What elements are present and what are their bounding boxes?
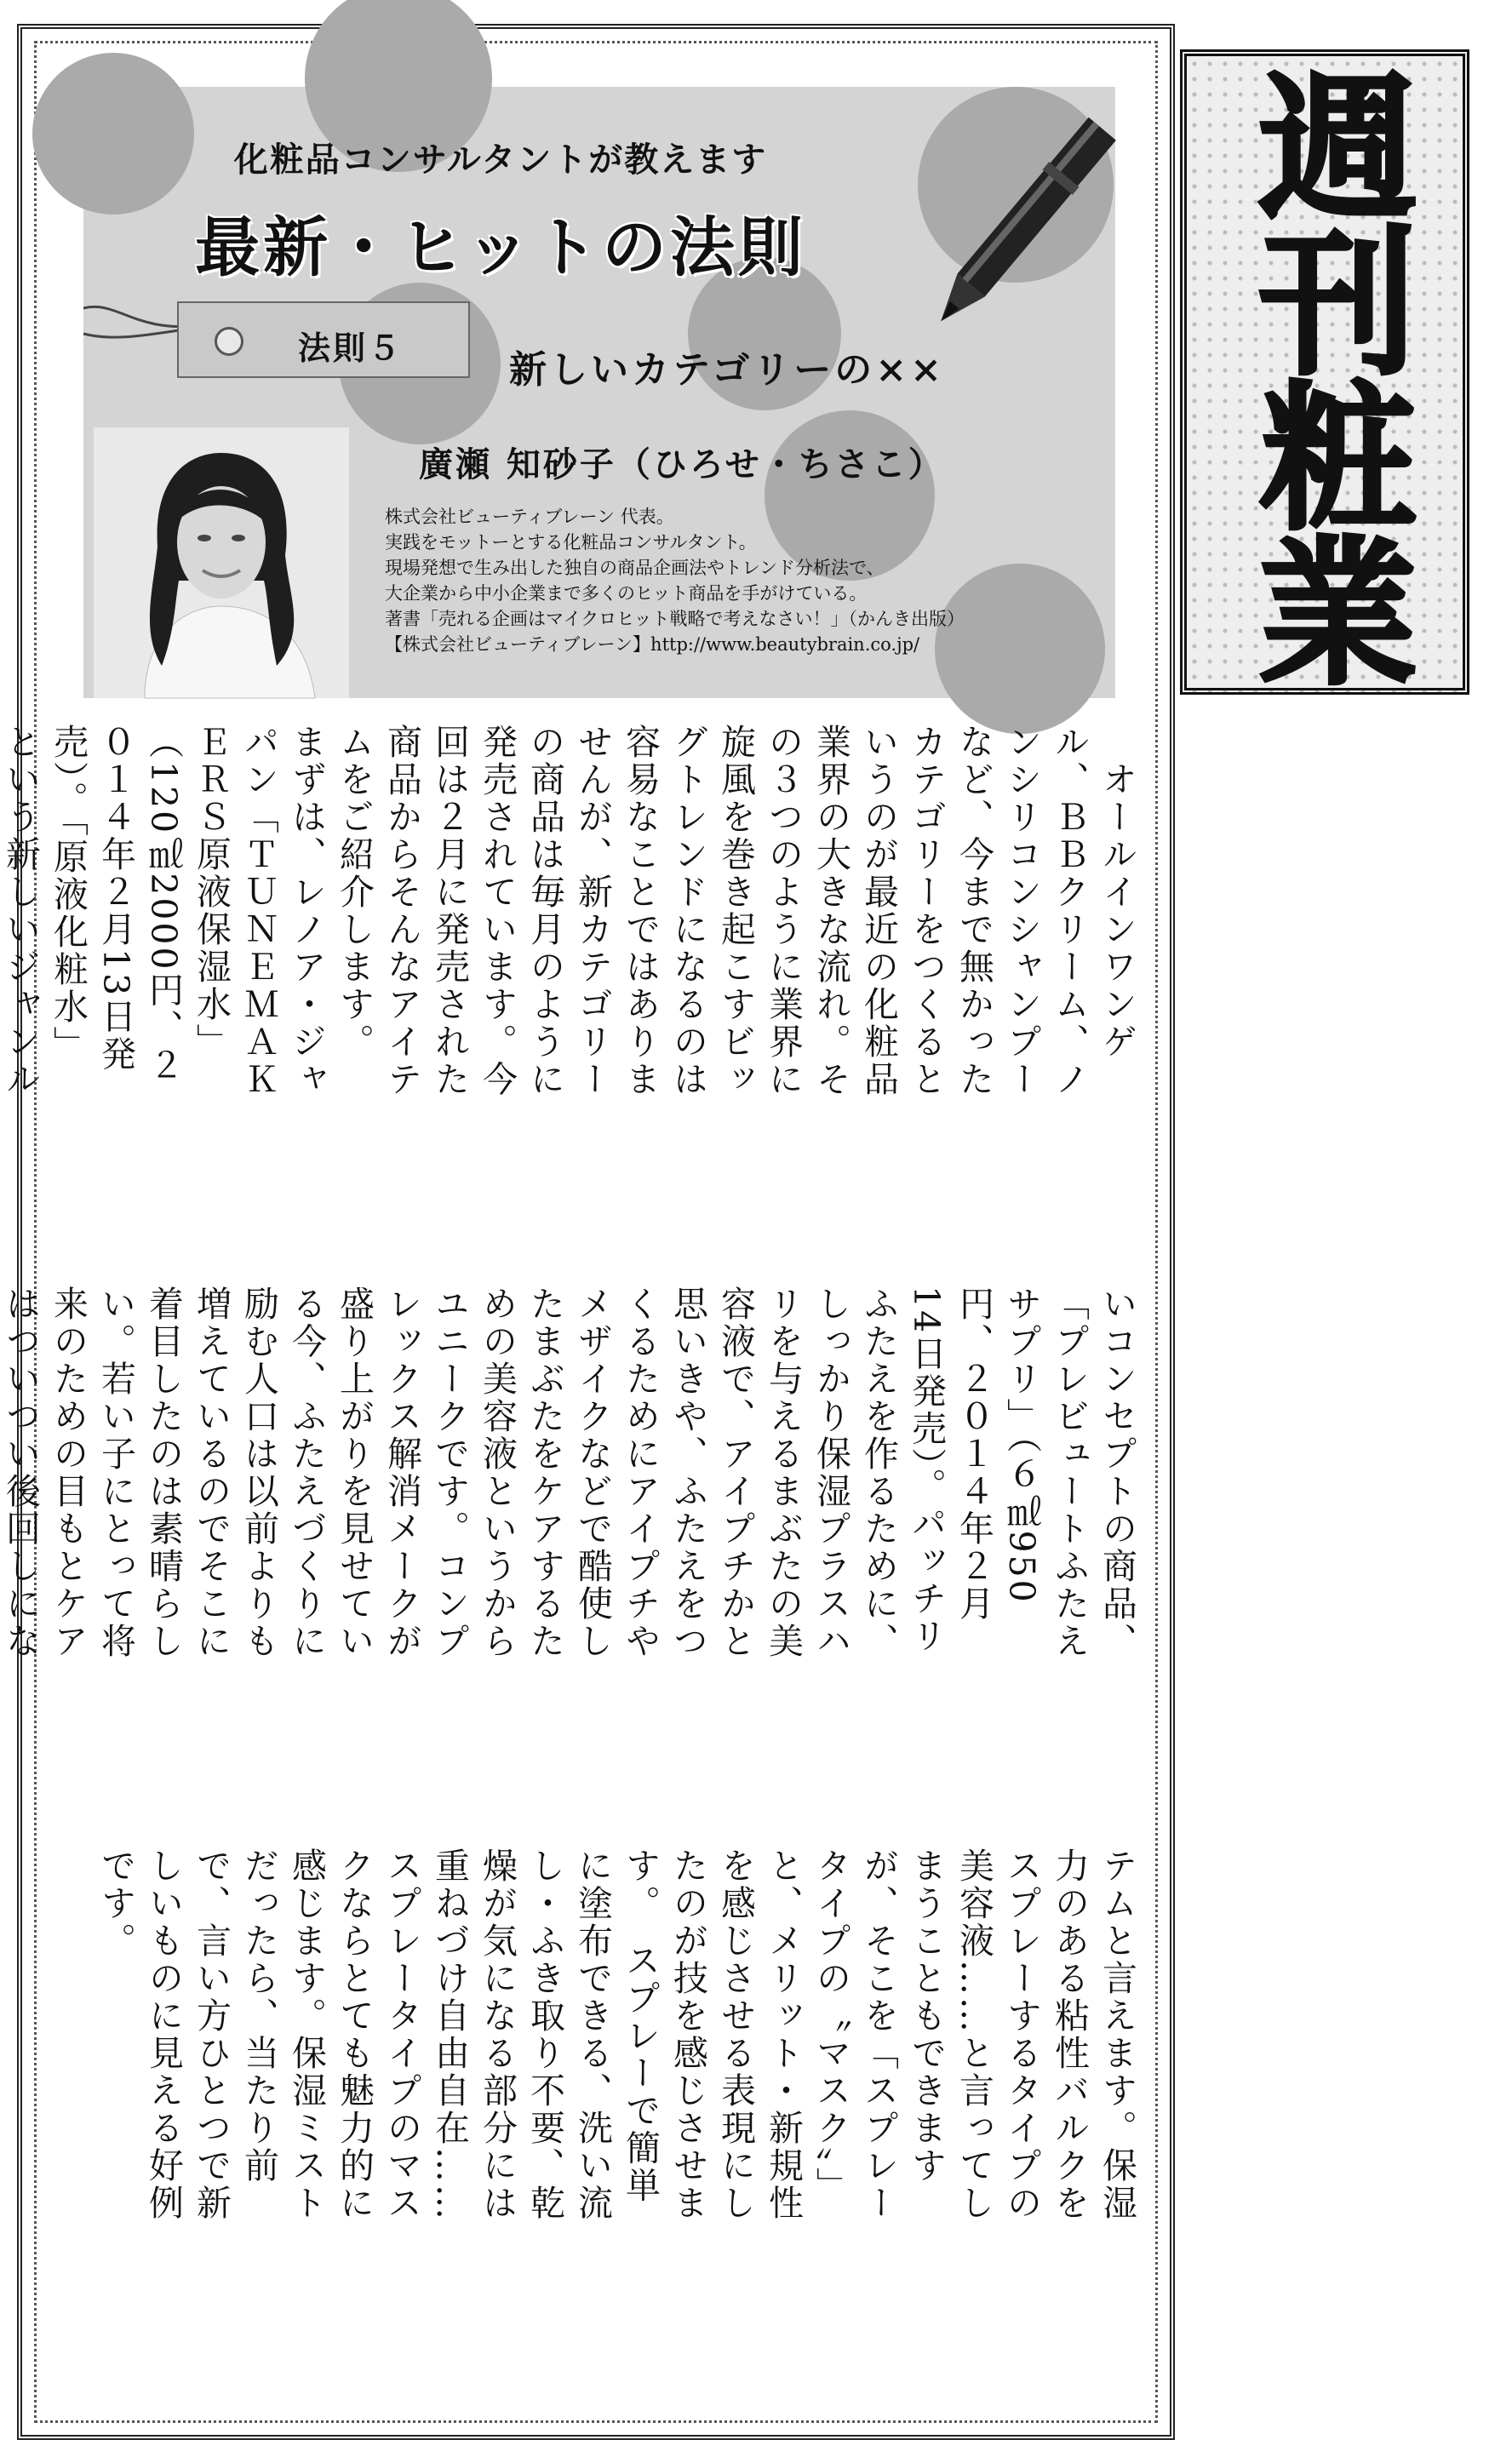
bio-line: 現場発想で生み出した独自の商品企画法やトレンド分析法で、 (385, 558, 885, 578)
topic-title: 新しいカテゴリーの×× (509, 348, 945, 392)
column-header (83, 87, 1115, 698)
article-tier-3 (68, 1847, 1141, 2222)
header-subtitle: 化粧品コンサルタントが教えます (233, 140, 768, 180)
article-text: テムと言えます。保湿力のある粘性バルクをスプレーするタイプの美容液……と言ってしまうこともできますが、そこを「スプレータイプの〝マスク〟」と、メリット・新規性を感じさせる表現にしたのが技を感じさせます。 スプレーで簡単に塗布できる、洗い流し・ふき取り不要、乾燥が気になる部分には重ねづけ自由自在……スプレータイプのマスクならとても魅力的に感じます。保湿ミストだったら、当たり前で、言い方ひとつで新しいものに見える好例です。 (95, 1847, 1137, 2222)
article-text: いコンセプトの商品、「プレビュートふたえサプリ」（６㎖950円、２０１４年２月14日発売）。パッチリふたえを作るために、しっかり保湿プラスハリを与えるまぶたの美容液で、アイプチかと思いきや、ふたえをつくるためにアイプチやメザイクなどで酷使したまぶたをケアするための美容液というからユニークです。コンプレックス解消メークが盛り上がりを見せている今、ふたえづくりに励む人口は以前よりも増えているのでそこに着目したのは素晴らしい。若い子にとって将来のための目もとケアはついつい後回しにな (0, 1286, 1137, 1660)
header-title: 最新・ヒットの法則 (195, 209, 806, 285)
bio-line: 株式会社ビューティブレーン 代表。 (385, 507, 674, 527)
pen-icon (901, 121, 1122, 351)
rule-label: 法則５ (298, 329, 404, 367)
bio-line: 著書「売れる企画はマイクロヒット戦略で考えなさい！」（かんき出版） (385, 609, 965, 629)
rule-tag (177, 301, 470, 378)
bio-line: 【株式会社ビューティブレーン】http://www.beautybrain.co.jp/ (385, 634, 920, 655)
masthead-box (1180, 49, 1469, 695)
bio-line: 実践をモットーとする化粧品コンサルタント。 (385, 532, 757, 553)
article-tier-1 (0, 724, 1141, 1098)
masthead-title: 週刊粧業 (1233, 65, 1418, 684)
article-tier-2 (0, 1286, 1141, 1660)
portrait-icon (94, 427, 349, 698)
article-text: オールインワンゲル、ＢＢクリーム、ノンシリコンシャンプーなど、今まで無かったカテゴリーをつくるというのが最近の化粧品業界の大きな流れ。その３つのように業界に旋風を巻き起こすビッグトレンドになるのは容易なことではありませんが、新カテゴリーの商品は毎月のように発売されています。今回は２月に発売された商品からそんなアイテムをご紹介します。 まずは、レノア・ジャパン「ＴＵＮＥＭＡＫＥＲＳ原液保湿水」（120㎖2000円、２０１４年２月13日発売）。「原液化粧水」という新しいジャンル (0, 724, 1137, 1098)
author-bio (385, 504, 965, 657)
tag-hole-icon (215, 327, 243, 356)
author-photo (94, 427, 349, 698)
bio-line: 大企業から中小企業まで多くのヒット商品を手がけている。 (385, 583, 868, 604)
author-name: 廣瀬 知砂子（ひろせ・ちさこ） (419, 444, 945, 484)
